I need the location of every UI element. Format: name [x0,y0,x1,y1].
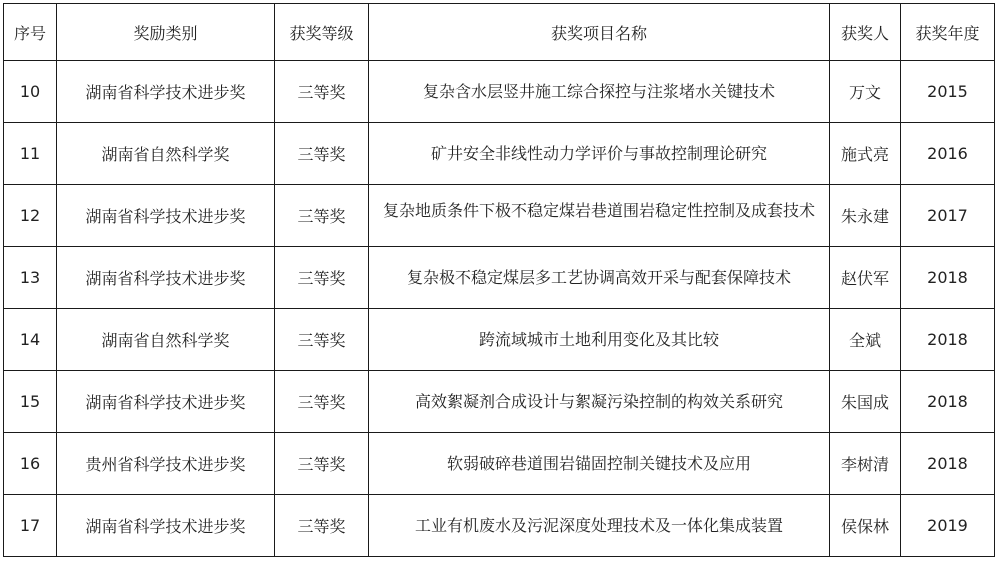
cell-project [369,123,830,185]
cell-year: 2017 [901,185,995,247]
cell-project [369,495,830,557]
project-text: 复杂含水层竖井施工综合探控与注浆堵水关键技术 [422,81,775,101]
table-row [4,309,995,371]
cell-no: 10 [4,61,57,123]
header-project: 获奖项目名称 [369,4,830,61]
table-row [4,495,995,557]
cell-winner: 侯保林 [830,495,901,557]
cell-category: 湖南省科学技术进步奖 [57,61,275,123]
cell-category: 湖南省科学技术进步奖 [57,495,275,557]
cell-no: 15 [4,371,57,433]
cell-winner: 全斌 [830,309,901,371]
cell-level: 三等奖 [275,371,369,433]
table-row [4,185,995,247]
cell-project [369,371,830,433]
table-row [4,371,995,433]
cell-winner: 朱永建 [830,185,901,247]
cell-category: 贵州省科学技术进步奖 [57,433,275,495]
cell-category: 湖南省科学技术进步奖 [57,185,275,247]
cell-year: 2018 [901,247,995,309]
cell-winner: 朱国成 [830,371,901,433]
cell-project [369,309,830,371]
table-row [4,123,995,185]
header-year: 获奖年度 [901,4,995,61]
cell-year: 2018 [901,433,995,495]
cell-no: 11 [4,123,57,185]
cell-project [369,61,830,123]
project-text: 跨流域城市土地利用变化及其比较 [478,329,719,349]
table-header [4,4,995,61]
project-text: 矿井安全非线性动力学评价与事故控制理论研究 [430,143,767,163]
cell-no: 17 [4,495,57,557]
header-level: 获奖等级 [275,4,369,61]
cell-winner: 李树清 [830,433,901,495]
cell-level: 三等奖 [275,433,369,495]
cell-project [369,433,830,495]
cell-category: 湖南省科学技术进步奖 [57,247,275,309]
cell-no: 16 [4,433,57,495]
cell-no: 13 [4,247,57,309]
cell-no: 12 [4,185,57,247]
cell-winner: 施式亮 [830,123,901,185]
header-no: 序号 [4,4,57,61]
cell-year: 2016 [901,123,995,185]
cell-no: 14 [4,309,57,371]
cell-winner: 万文 [830,61,901,123]
project-text: 复杂地质条件下极不稳定煤岩巷道围岩稳定性控制及成套技术 [382,200,815,220]
cell-project [369,247,830,309]
cell-winner: 赵伏军 [830,247,901,309]
cell-level: 三等奖 [275,309,369,371]
cell-level: 三等奖 [275,123,369,185]
awards-table [3,3,995,557]
project-text: 软弱破碎巷道围岩锚固控制关键技术及应用 [446,453,751,473]
cell-year: 2018 [901,371,995,433]
cell-category: 湖南省自然科学奖 [57,123,275,185]
cell-year: 2015 [901,61,995,123]
table-body [4,61,995,557]
cell-category: 湖南省科学技术进步奖 [57,371,275,433]
cell-project [369,185,830,247]
cell-year: 2018 [901,309,995,371]
project-text: 复杂极不稳定煤层多工艺协调高效开采与配套保障技术 [406,267,791,287]
header-row [4,4,995,61]
cell-level: 三等奖 [275,247,369,309]
table-row [4,433,995,495]
table-row [4,247,995,309]
cell-year: 2019 [901,495,995,557]
header-winner: 获奖人 [830,4,901,61]
cell-level: 三等奖 [275,495,369,557]
table-row [4,61,995,123]
header-category: 奖励类别 [57,4,275,61]
cell-level: 三等奖 [275,61,369,123]
cell-level: 三等奖 [275,185,369,247]
cell-category: 湖南省自然科学奖 [57,309,275,371]
project-text: 高效絮凝剂合成设计与絮凝污染控制的构效关系研究 [414,391,783,411]
project-text: 工业有机废水及污泥深度处理技术及一体化集成装置 [414,515,783,535]
